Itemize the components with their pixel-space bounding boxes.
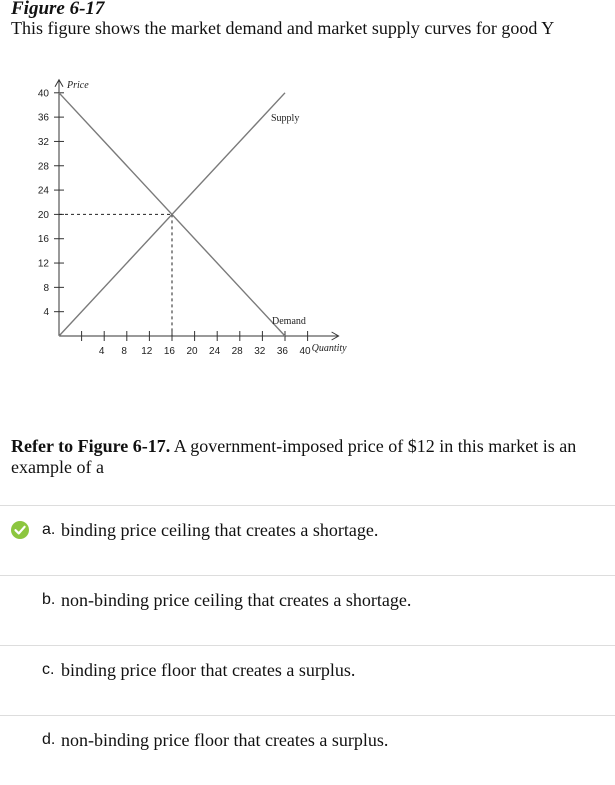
question-text [11, 436, 601, 478]
option-letter: d. [42, 731, 56, 748]
supply-label: Supply [271, 112, 300, 124]
figure-caption: This figure shows the market demand and market supply curves for good Y [11, 18, 555, 38]
option-letter: b. [42, 591, 56, 608]
x-tick-label: 4 [98, 346, 105, 357]
y-tick-label: 8 [43, 282, 49, 294]
y-tick-label: 20 [37, 209, 49, 221]
x-tick-label: 28 [231, 346, 243, 357]
y-tick-label: 16 [37, 234, 49, 246]
option-letter: a. [42, 521, 56, 538]
figure-title: Figure 6-17 [11, 0, 105, 19]
check-icon [11, 521, 29, 539]
x-tick-label: 32 [254, 346, 266, 357]
x-tick-label: 20 [186, 346, 198, 357]
supply-demand-chart [0, 0, 615, 380]
question-body: A government-imposed price of $12 in this market is an example of a [11, 436, 577, 477]
y-axis-label: Price [67, 79, 89, 91]
y-tick-label: 4 [43, 307, 49, 319]
x-axis-label: Quantity [311, 343, 347, 354]
question-ref: Refer to Figure 6-17. [11, 436, 171, 456]
x-tick-label: 16 [163, 346, 175, 357]
option-text: binding price floor that creates a surplus. [61, 660, 356, 680]
option-b[interactable] [0, 575, 615, 645]
option-c[interactable] [0, 645, 615, 715]
option-letter: c. [42, 661, 55, 678]
y-tick-label: 24 [37, 185, 49, 197]
y-tick-label: 28 [37, 161, 49, 173]
x-tick-label: 8 [121, 346, 127, 357]
y-tick-label: 40 [37, 88, 49, 100]
x-tick-label: 12 [141, 346, 153, 357]
option-a[interactable] [0, 505, 615, 575]
option-text: binding price ceiling that creates a shortage. [61, 520, 379, 540]
option-text: non-binding price floor that creates a surplus. [61, 730, 389, 750]
answer-options [0, 505, 615, 785]
x-tick-label: 36 [276, 346, 288, 357]
y-tick-label: 36 [37, 112, 49, 124]
x-tick-label: 24 [209, 346, 221, 357]
demand-label: Demand [272, 316, 306, 327]
option-text: non-binding price ceiling that creates a shortage. [61, 590, 412, 610]
option-d[interactable] [0, 715, 615, 785]
x-tick-label: 40 [299, 346, 311, 357]
y-tick-label: 32 [37, 136, 49, 148]
y-tick-label: 12 [37, 258, 49, 270]
